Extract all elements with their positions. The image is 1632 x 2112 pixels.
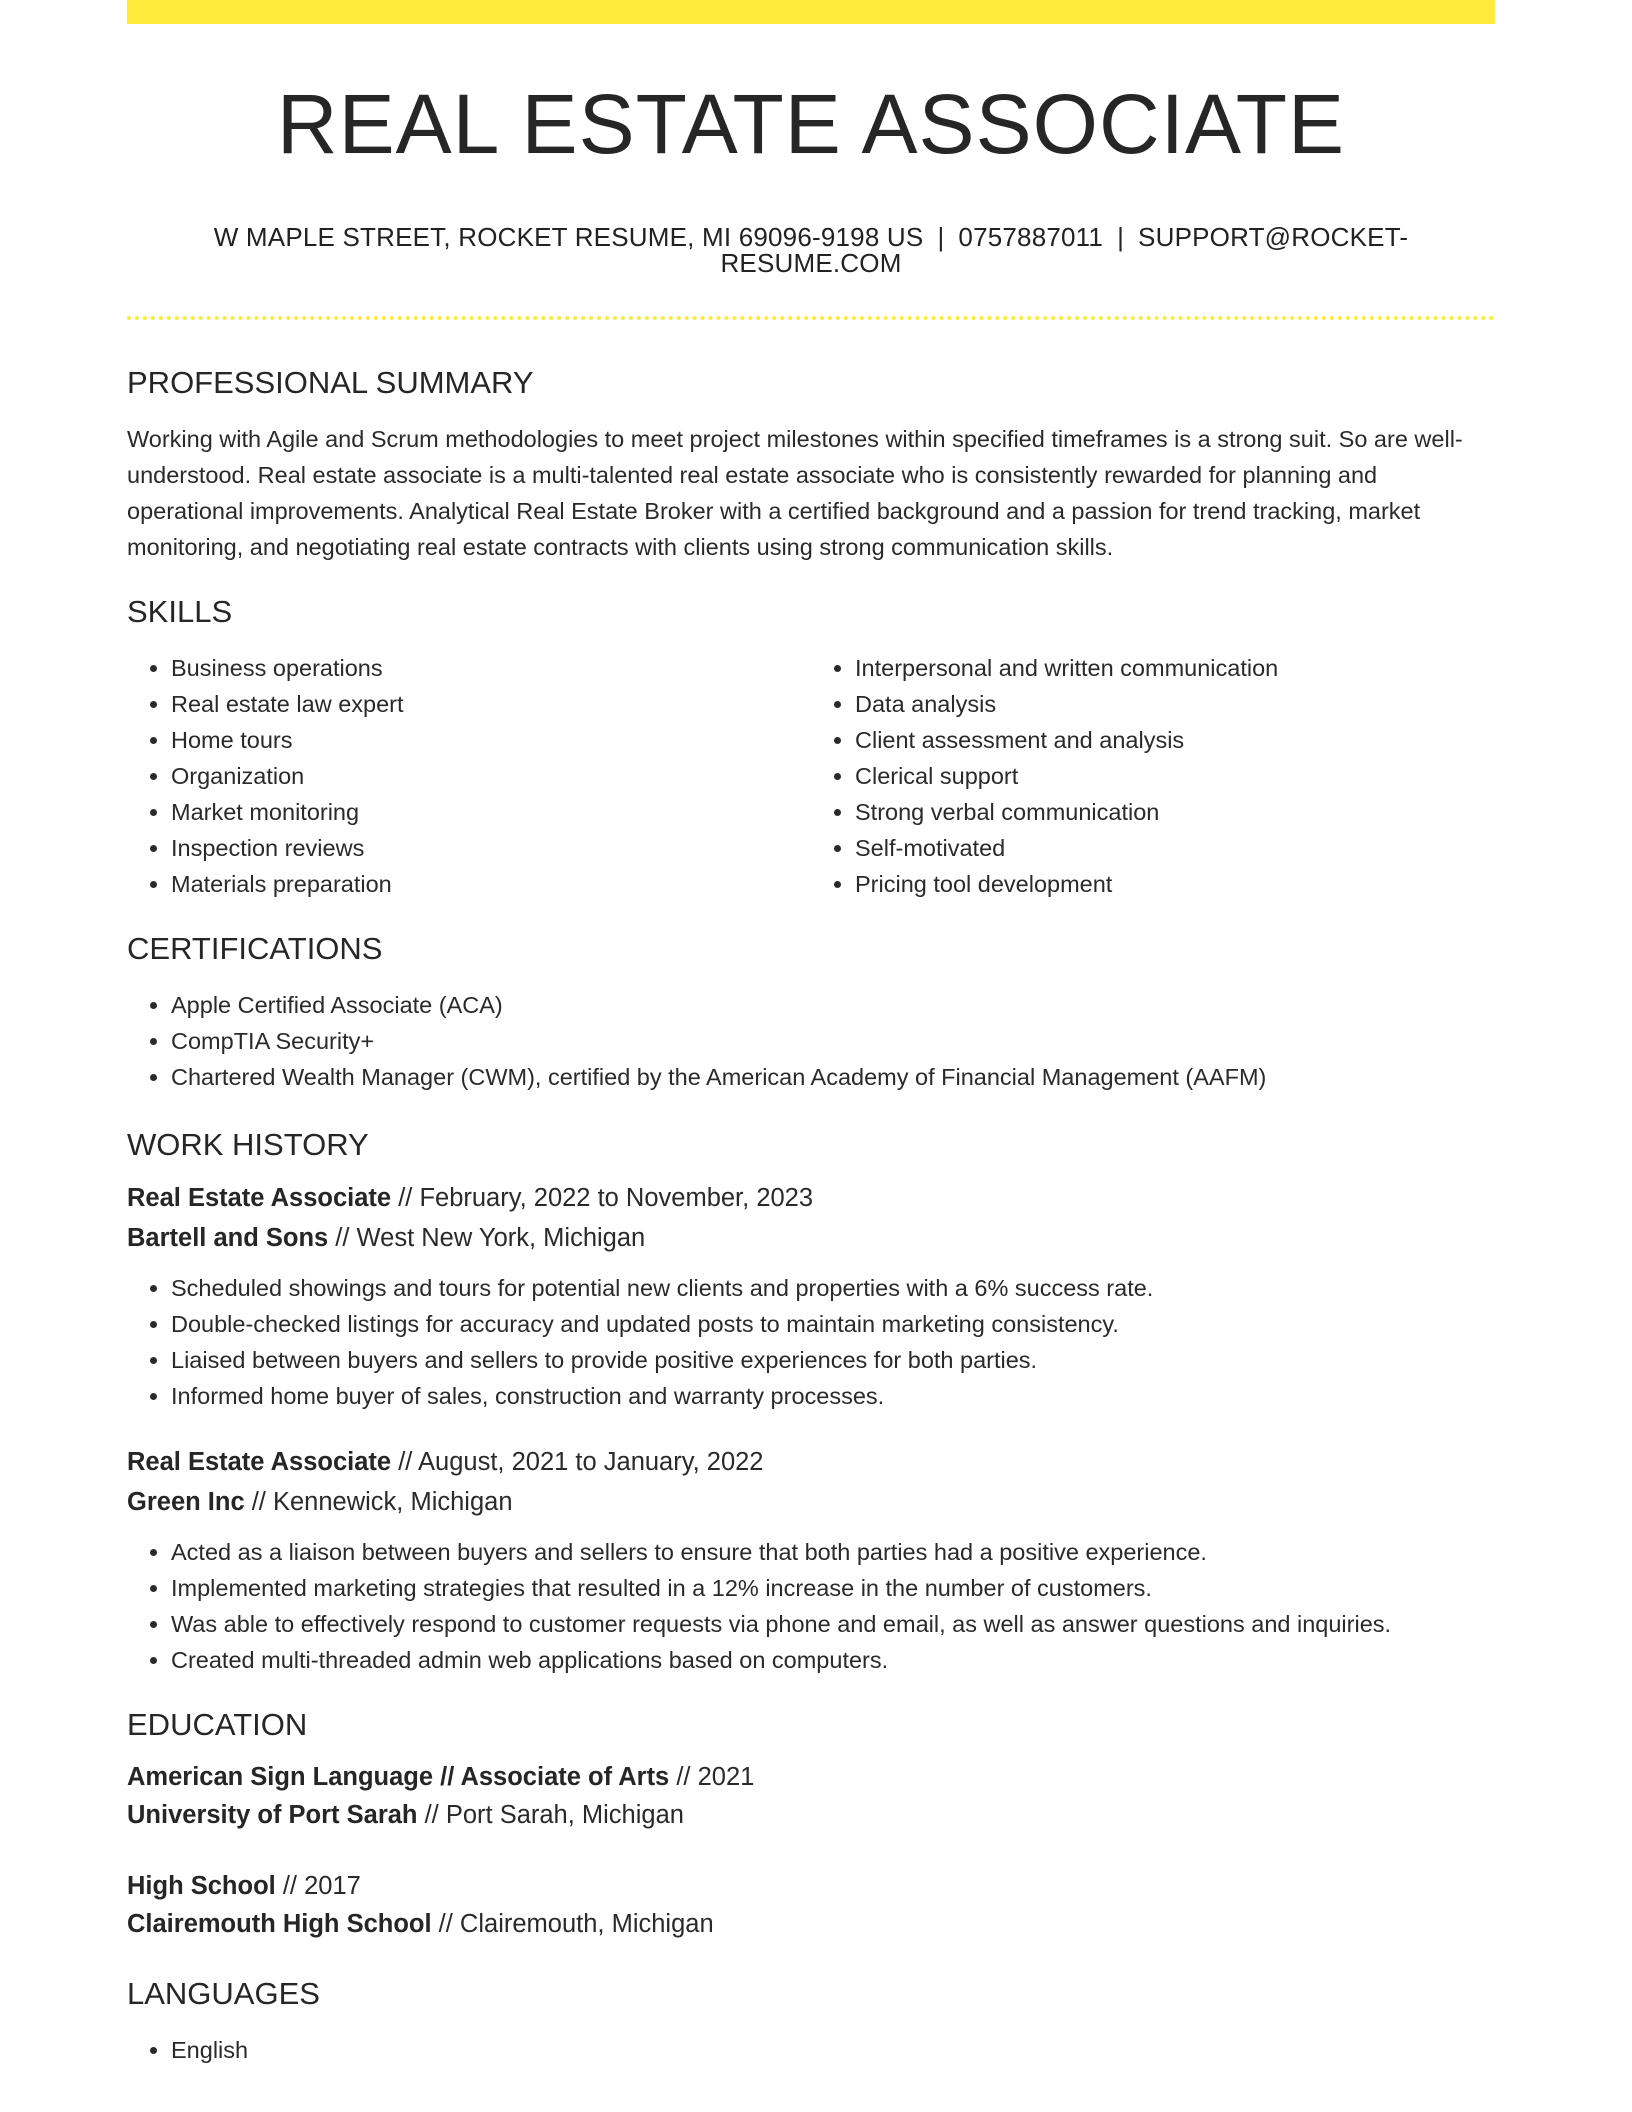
skill-item: • Materials preparation <box>171 866 811 902</box>
skill-item: • Organization <box>171 758 811 794</box>
certifications-list <box>127 987 1495 1095</box>
skill-item: • Interpersonal and written communication <box>855 650 1495 686</box>
skill-item: • Clerical support <box>855 758 1495 794</box>
job-bullet: • Acted as a liaison between buyers and sellers to ensure that both parties had a positive experience. <box>171 1534 1495 1570</box>
education-degree: American Sign Language // Associate of Arts <box>127 1763 670 1791</box>
job-company-line <box>127 1218 1495 1258</box>
education-school-line <box>127 1905 1495 1943</box>
job-bullets <box>127 1270 1495 1414</box>
certification-item: • Chartered Wealth Manager (CWM), certified by the American Academy of Financial Management (AAFM) <box>171 1059 1495 1095</box>
job-title-line <box>127 1178 1495 1218</box>
skill-item: • Home tours <box>171 722 811 758</box>
skills-column-right <box>811 650 1495 902</box>
job-location: // West New York, Michigan <box>328 1224 646 1252</box>
skill-item: • Real estate law expert <box>171 686 811 722</box>
language-item: • English <box>171 2032 1495 2068</box>
education-year: // 2017 <box>275 1872 361 1900</box>
education-year: // 2021 <box>669 1763 755 1791</box>
contact-phone: 0757887011 <box>958 222 1104 252</box>
education-location: // Port Sarah, Michigan <box>417 1801 684 1829</box>
contact-line <box>127 224 1495 276</box>
skill-item: • Market monitoring <box>171 794 811 830</box>
languages-list <box>127 2032 1495 2068</box>
job-bullet: • Created multi-threaded admin web applications based on computers. <box>171 1642 1495 1678</box>
job-title-line <box>127 1442 1495 1482</box>
skill-item: • Pricing tool development <box>855 866 1495 902</box>
job-bullet: • Double-checked listings for accuracy and updated posts to maintain marketing consistency. <box>171 1306 1495 1342</box>
job-entry <box>127 1442 1495 1678</box>
education-school: University of Port Sarah <box>127 1801 418 1829</box>
skill-item: • Data analysis <box>855 686 1495 722</box>
job-company: Bartell and Sons <box>127 1224 329 1252</box>
job-dates: // August, 2021 to January, 2022 <box>391 1448 764 1476</box>
languages-heading: LANGUAGES <box>127 1976 320 2011</box>
contact-email: SUPPORT@ROCKET-RESUME.COM <box>720 222 1409 278</box>
education-degree-line <box>127 1867 1495 1905</box>
job-bullets <box>127 1534 1495 1678</box>
skills-list <box>127 650 1495 902</box>
resume-name: REAL ESTATE ASSOCIATE <box>276 77 1346 171</box>
education-degree-line <box>127 1758 1495 1796</box>
education-location: // Clairemouth, Michigan <box>431 1910 714 1938</box>
job-company: Green Inc <box>127 1488 245 1516</box>
job-company-line <box>127 1482 1495 1522</box>
summary-text: Working with Agile and Scrum methodologies to meet project milestones within specified timeframes is a strong suit. So are well-understood. Real estate associate is a multi-talented real estate associate who is consistently rewarded for planning and operational improvements. Analytical Real Estate Broker with a certified background and a passion for trend tracking, market monitoring, and negotiating real estate contracts with clients using strong communication skills. <box>127 426 1463 560</box>
skill-item: • Strong verbal communication <box>855 794 1495 830</box>
contact-separator: | <box>1117 222 1125 252</box>
skills-heading: SKILLS <box>127 594 233 629</box>
education-heading: EDUCATION <box>127 1707 308 1742</box>
skill-item: • Client assessment and analysis <box>855 722 1495 758</box>
education-entry <box>127 1867 1495 1943</box>
skill-item: • Inspection reviews <box>171 830 811 866</box>
summary-heading: PROFESSIONAL SUMMARY <box>127 365 534 400</box>
education-school: Clairemouth High School <box>127 1910 432 1938</box>
job-role: Real Estate Associate <box>127 1448 392 1476</box>
job-entry <box>127 1178 1495 1414</box>
resume-page <box>127 0 1495 2068</box>
job-bullet: • Informed home buyer of sales, construction and warranty processes. <box>171 1378 1495 1414</box>
skill-item: • Self-motivated <box>855 830 1495 866</box>
work-history-heading: WORK HISTORY <box>127 1127 369 1162</box>
header-divider <box>127 316 1495 320</box>
certifications-heading: CERTIFICATIONS <box>127 931 383 966</box>
certification-item: • CompTIA Security+ <box>171 1023 1495 1059</box>
job-dates: // February, 2022 to November, 2023 <box>391 1184 814 1212</box>
job-role: Real Estate Associate <box>127 1184 392 1212</box>
contact-separator: | <box>937 222 945 252</box>
job-bullet: • Implemented marketing strategies that resulted in a 12% increase in the number of customers. <box>171 1570 1495 1606</box>
job-bullet: • Scheduled showings and tours for potential new clients and properties with a 6% success rate. <box>171 1270 1495 1306</box>
education-degree: High School <box>127 1872 276 1900</box>
job-location: // Kennewick, Michigan <box>244 1488 513 1516</box>
skills-column-left <box>127 650 811 902</box>
contact-address: W MAPLE STREET, ROCKET RESUME, MI 69096-9198 US <box>213 222 924 252</box>
skill-item: • Business operations <box>171 650 811 686</box>
job-bullet: • Was able to effectively respond to customer requests via phone and email, as well as answer questions and inquiries. <box>171 1606 1495 1642</box>
job-bullet: • Liaised between buyers and sellers to provide positive experiences for both parties. <box>171 1342 1495 1378</box>
education-entry <box>127 1758 1495 1834</box>
accent-bar <box>127 0 1495 24</box>
certification-item: • Apple Certified Associate (ACA) <box>171 987 1495 1023</box>
education-school-line <box>127 1796 1495 1834</box>
